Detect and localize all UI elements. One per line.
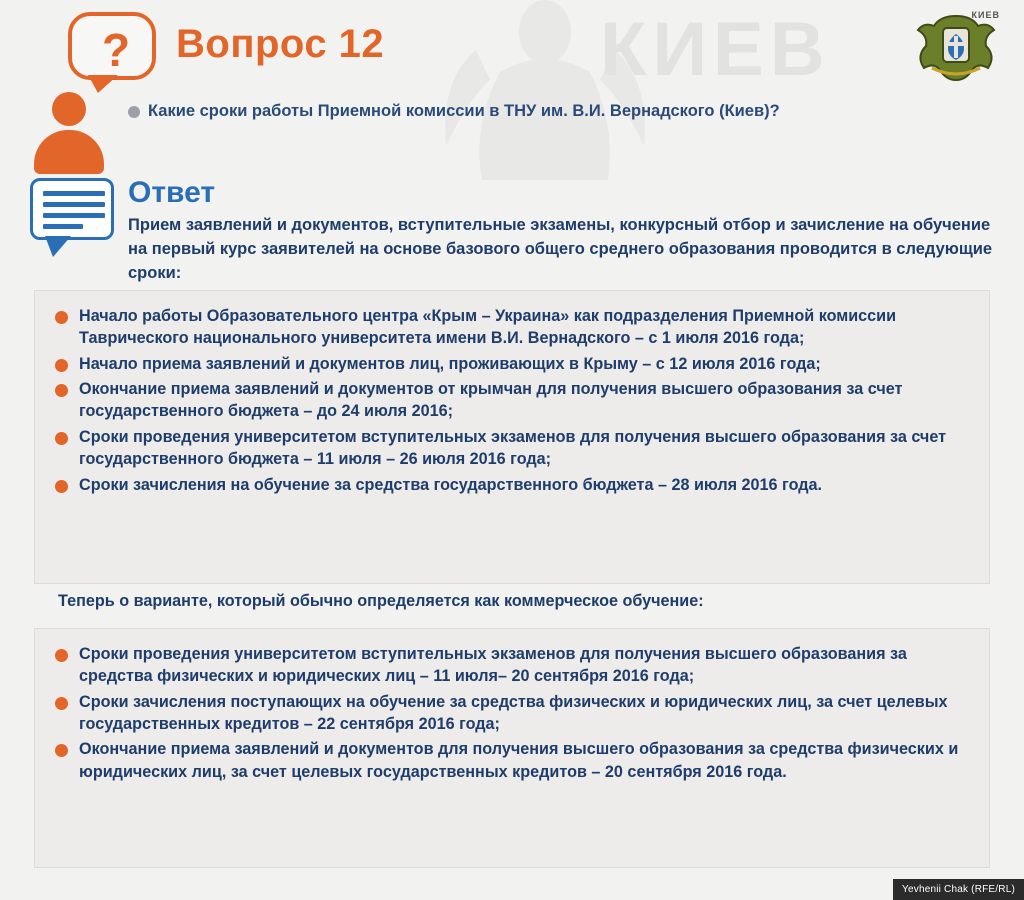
- list-item: Окончание приема заявлений и документов для получения высшего образования за средства физических и юридических лиц, за счет целевых государственных кредитов – 20 сентября 2016 года.: [53, 738, 975, 783]
- question-bullet-icon: [128, 106, 140, 118]
- middle-note: Теперь о варианте, который обычно определяется как коммерческое обучение:: [58, 592, 704, 610]
- photo-credit: Yevhenii Chak (RFE/RL): [893, 879, 1024, 900]
- question-mark-icon: ?: [101, 24, 131, 76]
- list-item: Начало приема заявлений и документов лиц, проживающих в Крыму – с 12 июля 2016 года;: [53, 353, 975, 375]
- answer-bubble: [30, 178, 114, 240]
- kyiv-coat-of-arms-icon: [910, 8, 1002, 84]
- list-item: Начало работы Образовательного центра «Крым – Украина» как подразделения Приемной комиссии Таврического национального университета имени В.И. Вернадского – с 1 июля 2016 года;: [53, 305, 975, 350]
- header: [0, 0, 1024, 176]
- list-item: Сроки зачисления поступающих на обучение за средства физических и юридических лиц, за счет целевых государственных кредитов – 22 сентября 2016 года;: [53, 691, 975, 736]
- commercial-terms-panel: [34, 628, 990, 868]
- list-item: Окончание приема заявлений и документов от крымчан для получения высшего образования за счет государственного бюджета – до 24 июля 2016;: [53, 378, 975, 423]
- answer-title: Ответ: [128, 176, 216, 209]
- question-bubble: [68, 12, 156, 80]
- budget-terms-panel: [34, 290, 990, 584]
- list-item: Сроки проведения университетом вступительных экзаменов для получения высшего образования за счет государственного бюджета – 11 июля – 26 июля 2016 года;: [53, 426, 975, 471]
- watermark-text: КИЕВ: [600, 7, 831, 92]
- answer-lines-icon: [43, 191, 105, 235]
- list-item: Сроки проведения университетом вступительных экзаменов для получения высшего образования за средства физических и юридических лиц – 11 июля– 20 сентября 2016 года;: [53, 643, 975, 688]
- question-text: Какие сроки работы Приемной комиссии в ТНУ им. В.И. Вернадского (Киев)?: [148, 102, 780, 120]
- question-title: Вопрос 12: [176, 22, 385, 66]
- commercial-terms-list: [35, 629, 989, 796]
- answer-intro: Прием заявлений и документов, вступительные экзамены, конкурсный отбор и зачисление на обучение на первый курс заявителей на основе базового общего среднего образования проводится в следующие сроки:: [128, 216, 993, 282]
- person-avatar-icon: [32, 92, 104, 170]
- budget-terms-list: [35, 291, 989, 509]
- emblem-label: КИЕВ: [971, 10, 1000, 20]
- list-item: Сроки зачисления на обучение за средства государственного бюджета – 28 июля 2016 года.: [53, 474, 975, 496]
